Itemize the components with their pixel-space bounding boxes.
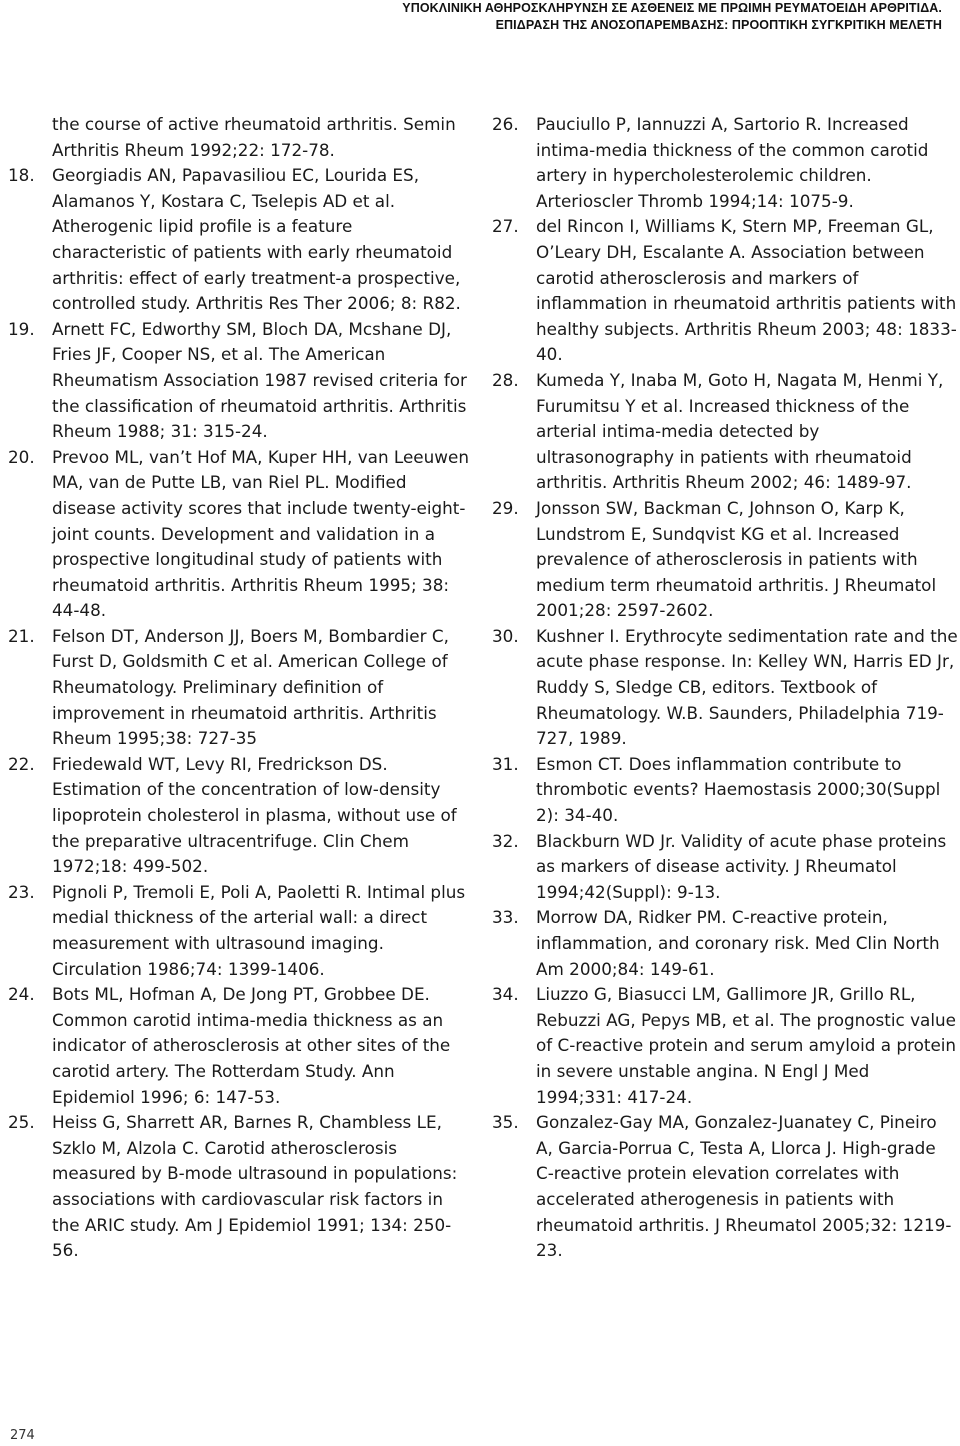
- reference-number: 35.: [492, 1112, 519, 1133]
- reference-item: [8, 624, 470, 752]
- reference-text: Liuzzo G, Biasucci LM, Gallimore JR, Grillo RL, Rebuzzi AG, Pepys MB, et al. The prognostic value of C-reactive protein and serum amyloid a protein in severe unstable angina. N Engl J Med 1994;331: 417-24.: [536, 984, 957, 1107]
- reference-number: 18.: [8, 165, 35, 186]
- reference-item: [492, 214, 958, 368]
- reference-item: [8, 752, 470, 880]
- reference-item: [492, 624, 958, 752]
- reference-item: [492, 982, 958, 1110]
- reference-text: Kumeda Y, Inaba M, Goto H, Nagata M, Henmi Y, Furumitsu Y et al. Increased thickness of the arterial intima-media detected by ultrasonography in patients with rheumatoid arthritis. Arthritis Rheum 2002; 46: 1489-97.: [536, 369, 944, 493]
- reference-item: [8, 163, 470, 317]
- reference-text: Heiss G, Sharrett AR, Barnes R, Chambless LE, Szklo M, Alzola C. Carotid atherosclerosis measured by B-mode ultrasound in populations: associations with cardiovascular risk factors in the ARIC study. Am J Epidemiol 1991; 134: 250-56.: [52, 1112, 458, 1261]
- reference-text: Morrow DA, Ridker PM. C-reactive protein, inflammation, and coronary risk. Med Clin North Am 2000;84: 149-61.: [536, 907, 940, 979]
- reference-number: 33.: [492, 907, 519, 928]
- running-header-line-2: ΕΠΙΔΡΑΣΗ ΤΗΣ ΑΝΟΣΟΠΑΡΕΜΒΑΣΗΣ: ΠΡΟΟΠΤΙΚΗ ΣΥΓΚΡΙΤΙΚΗ ΜΕΛΕΤΗ: [495, 18, 942, 32]
- reference-item: [8, 982, 470, 1110]
- reference-number: 26.: [492, 114, 519, 134]
- reference-number: 20.: [8, 446, 35, 467]
- reference-text: Gonzalez-Gay MA, Gonzalez-Juanatey C, Pineiro A, Garcia-Porrua C, Testa A, Llorca J. High-grade C-reactive protein elevation correlates with accelerated atherogenesis in patients with rheumatoid arthritis. J Rheumatol 2005;32: 1219-23.: [536, 1112, 952, 1261]
- reference-text: Prevoo ML, van’t Hof MA, Kuper HH, van Leeuwen MA, van de Putte LB, van Riel PL. Modified disease activity scores that include twenty-eight-joint counts. Development and validation in a prospective longitudinal study of patients with rheumatoid arthritis. Arthritis Rheum 1995; 38: 44-48.: [52, 446, 469, 621]
- reference-text: Bots ML, Hofman A, De Jong PT, Grobbee DE. Common carotid intima-media thickness as an indicator of atherosclerosis at other sites of the carotid artery. The Rotterdam Study. Ann Epidemiol 1996; 6: 147-53.: [52, 984, 451, 1107]
- reference-item: [8, 445, 470, 624]
- reference-item: [492, 1110, 958, 1264]
- reference-number: 29.: [492, 497, 519, 518]
- running-header-line-1: ΥΠΟΚΛΙΝΙΚΗ ΑΘΗΡΟΣΚΛΗΡΥΝΣΗ ΣΕ ΑΣΘΕΝΕΙΣ ΜΕ ΠΡΩΙΜΗ ΡΕΥΜΑΤΟΕΙΔΗ ΑΡΘΡΙΤΙΔΑ.: [402, 1, 942, 15]
- reference-number: 21.: [8, 625, 35, 646]
- reference-text: Georgiadis AN, Papavasiliou EC, Lourida ES, Alamanos Y, Kostara C, Tselepis AD et al. Atherogenic lipid profile is a feature characteristic of patients with early rheumatoid arthritis: effect of early treatment-a prospective, controlled study. Arthritis Res Ther 2006; 8: R82.: [52, 165, 461, 314]
- running-header: [182, 0, 942, 34]
- reference-text: Esmon CT. Does inflammation contribute to thrombotic events? Haemostasis 2000;30(Suppl 2): 34-40.: [536, 753, 941, 826]
- reference-text: Jonsson SW, Backman C, Johnson O, Karp K, Lundstrom E, Sundqvist KG et al. Increased prevalence of atherosclerosis in patients with medium term rheumatoid arthritis. J Rheumatol 2001;28: 2597-2602.: [536, 497, 937, 621]
- reference-item: [492, 905, 958, 982]
- reference-number: 27.: [492, 216, 519, 237]
- reference-text: Pauciullo P, Iannuzzi A, Sartorio R. Increased intima-media thickness of the common carotid artery in hypercholesterolemic children. Arterioscler Thromb 1994;14: 1075-9.: [536, 114, 929, 211]
- reference-item: [492, 112, 958, 214]
- reference-continuation: the course of active rheumatoid arthritis. Semin Arthritis Rheum 1992;22: 172-78.: [52, 114, 456, 160]
- reference-number: 31.: [492, 753, 519, 774]
- reference-text: Kushner I. Erythrocyte sedimentation rate and the acute phase response. In: Kelley WN, Harris ED Jr, Ruddy S, Sledge CB, editors. Textbook of Rheumatology. W.B. Saunders, Philadelphia 719-727, 1989.: [536, 625, 958, 749]
- reference-text: Blackburn WD Jr. Validity of acute phase proteins as markers of disease activity. J Rheumatol 1994;42(Suppl): 9-13.: [536, 830, 947, 902]
- reference-item: [8, 880, 470, 982]
- reference-number: 32.: [492, 830, 519, 851]
- reference-text: Pignoli P, Tremoli E, Poli A, Paoletti R. Intimal plus medial thickness of the arterial wall: a direct measurement with ultrasound imaging. Circulation 1986;74: 1399-1406.: [52, 881, 466, 979]
- reference-item: [492, 368, 958, 496]
- page-number: 274: [10, 1428, 35, 1443]
- reference-number: 24.: [8, 984, 35, 1005]
- reference-number: 28.: [492, 369, 519, 390]
- reference-item: [492, 496, 958, 624]
- right-column: [492, 112, 958, 1264]
- reference-item: [8, 317, 470, 445]
- reference-text: del Rincon I, Williams K, Stern MP, Freeman GL, O’Leary DH, Escalante A. Association between carotid atherosclerosis and markers of inflammation in rheumatoid arthritis patients with healthy subjects. Arthritis Rheum 2003; 48: 1833-40.: [536, 216, 957, 365]
- reference-text: Friedewald WT, Levy RI, Fredrickson DS. Estimation of the concentration of low-density lipoprotein cholesterol in plasma, without use of the preparative ultracentrifuge. Clin Chem 1972;18: 499-502.: [52, 753, 457, 877]
- reference-number: 25.: [8, 1112, 35, 1133]
- reference-item: [492, 829, 958, 906]
- reference-item: [492, 752, 958, 829]
- reference-text: Felson DT, Anderson JJ, Boers M, Bombardier C, Furst D, Goldsmith C et al. American College of Rheumatology. Preliminary definition of improvement in rheumatoid arthritis. Arthritis Rheum 1995;38: 727-35: [52, 625, 449, 749]
- reference-text: Arnett FC, Edworthy SM, Bloch DA, Mcshane DJ, Fries JF, Cooper NS, et al. The American Rheumatism Association 1987 revised criteria for the classification of rheumatoid arthritis. Arthritis Rheum 1988; 31: 315-24.: [52, 318, 467, 442]
- reference-number: 23.: [8, 881, 35, 902]
- reference-number: 34.: [492, 984, 519, 1005]
- reference-number: 22.: [8, 753, 35, 774]
- reference-number: 19.: [8, 318, 35, 339]
- left-column: [8, 112, 470, 1264]
- reference-number: 30.: [492, 625, 519, 646]
- reference-item: [8, 1110, 470, 1264]
